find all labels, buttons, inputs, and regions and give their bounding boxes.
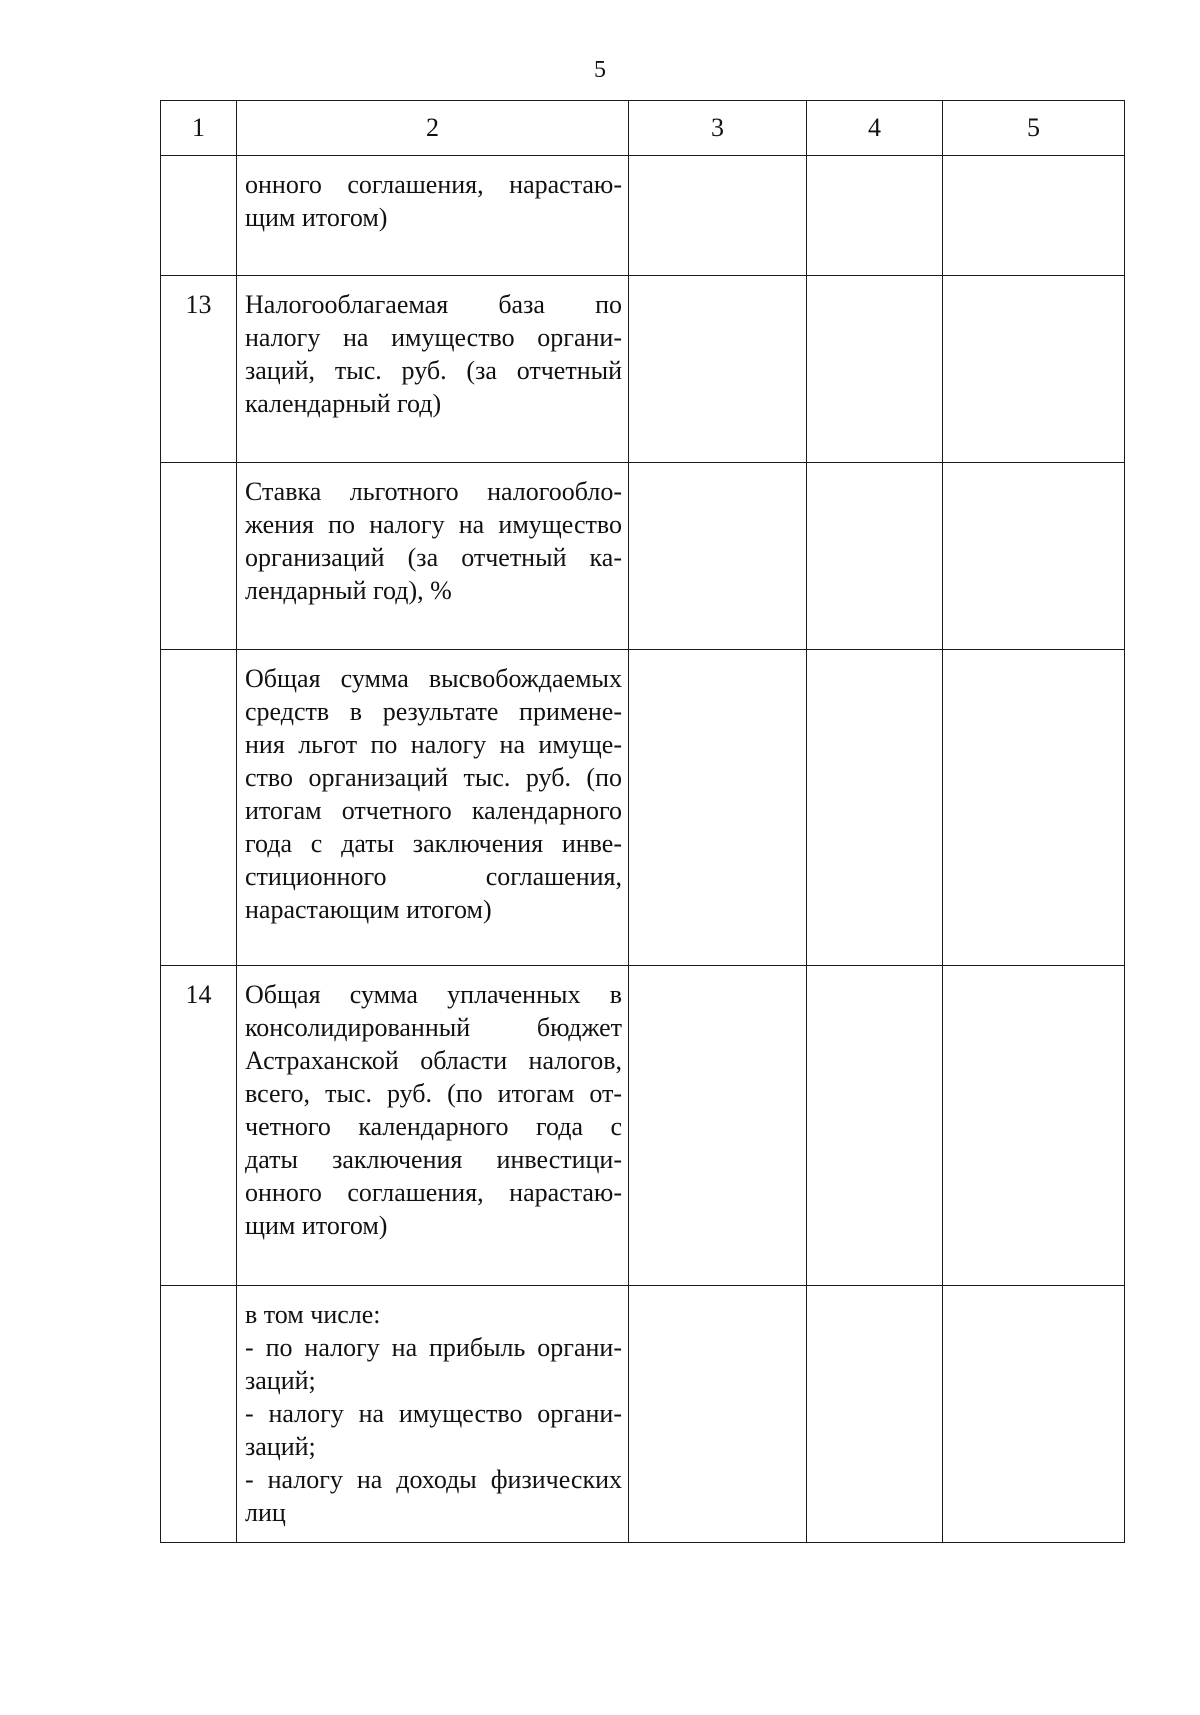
desc-line: всего, тыс. руб. (по итогам от-	[245, 1079, 622, 1108]
desc-line: щим итогом)	[245, 1211, 388, 1240]
table-row	[161, 966, 1125, 1286]
desc-line: лендарный год), %	[245, 576, 452, 605]
value-cell-5	[943, 156, 1125, 276]
header-cell-5: 5	[943, 101, 1125, 156]
desc-line: налогу на имущество органи-	[245, 323, 622, 352]
desc-line: Общая сумма высвобождаемых	[245, 664, 622, 693]
header-cell-2: 2	[237, 101, 629, 156]
row-number: 13	[161, 276, 237, 463]
value-cell-3	[629, 463, 807, 650]
desc-line: организаций (за отчетный ка-	[245, 543, 622, 572]
table-row	[161, 276, 1125, 463]
value-cell-4	[807, 463, 943, 650]
table-row	[161, 1286, 1125, 1543]
desc-line: Общая сумма уплаченных в	[245, 980, 622, 1009]
value-cell-3	[629, 276, 807, 463]
row-description	[237, 966, 629, 1286]
desc-line: - по налогу на прибыль органи-	[245, 1333, 622, 1362]
desc-line: заций;	[245, 1432, 316, 1461]
row-description	[237, 156, 629, 276]
row-description	[237, 650, 629, 966]
header-cell-1: 1	[161, 101, 237, 156]
desc-line: ство организаций тыс. руб. (по	[245, 763, 622, 792]
row-number	[161, 1286, 237, 1543]
desc-line: четного календарного года с	[245, 1112, 622, 1141]
desc-line: средств в результате примене-	[245, 697, 622, 726]
value-cell-5	[943, 463, 1125, 650]
value-cell-5	[943, 1286, 1125, 1543]
value-cell-4	[807, 650, 943, 966]
desc-line: лиц	[245, 1498, 286, 1527]
row-description	[237, 1286, 629, 1543]
desc-line: итогам отчетного календарного	[245, 796, 622, 825]
desc-line: года с даты заключения инве-	[245, 829, 622, 858]
desc-line: онного соглашения, нарастаю-	[245, 1178, 622, 1207]
header-cell-4: 4	[807, 101, 943, 156]
desc-line: - налогу на имущество органи-	[245, 1399, 622, 1428]
value-cell-3	[629, 966, 807, 1286]
desc-line: ния льгот по налогу на имуще-	[245, 730, 622, 759]
header-cell-3: 3	[629, 101, 807, 156]
desc-line: щим итогом)	[245, 203, 388, 232]
report-table	[160, 100, 1125, 1543]
desc-line: стиционного соглашения,	[245, 862, 622, 891]
row-description	[237, 276, 629, 463]
desc-line: заций;	[245, 1366, 316, 1395]
desc-line: в том числе:	[245, 1300, 381, 1329]
value-cell-4	[807, 276, 943, 463]
value-cell-4	[807, 156, 943, 276]
value-cell-4	[807, 966, 943, 1286]
table-row	[161, 156, 1125, 276]
desc-line: консолидированный бюджет	[245, 1013, 622, 1042]
value-cell-4	[807, 1286, 943, 1543]
value-cell-3	[629, 156, 807, 276]
row-description	[237, 463, 629, 650]
row-number	[161, 156, 237, 276]
page-number: 5	[594, 57, 606, 83]
desc-line: Налогооблагаемая база по	[245, 290, 622, 319]
table-header-row	[161, 101, 1125, 156]
desc-line: Астраханской области налогов,	[245, 1046, 622, 1075]
row-number: 14	[161, 966, 237, 1286]
value-cell-5	[943, 966, 1125, 1286]
value-cell-3	[629, 1286, 807, 1543]
desc-line: жения по налогу на имущество	[245, 510, 622, 539]
desc-line: онного соглашения, нарастаю-	[245, 170, 622, 199]
desc-line: заций, тыс. руб. (за отчетный	[245, 356, 622, 385]
row-number	[161, 650, 237, 966]
table-row	[161, 463, 1125, 650]
table-row	[161, 650, 1125, 966]
desc-line: Ставка льготного налогообло-	[245, 477, 622, 506]
desc-line: нарастающим итогом)	[245, 895, 492, 924]
row-number	[161, 463, 237, 650]
desc-line: - налогу на доходы физических	[245, 1465, 622, 1494]
value-cell-3	[629, 650, 807, 966]
desc-line: даты заключения инвестици-	[245, 1145, 622, 1174]
value-cell-5	[943, 276, 1125, 463]
desc-line: календарный год)	[245, 389, 442, 418]
value-cell-5	[943, 650, 1125, 966]
